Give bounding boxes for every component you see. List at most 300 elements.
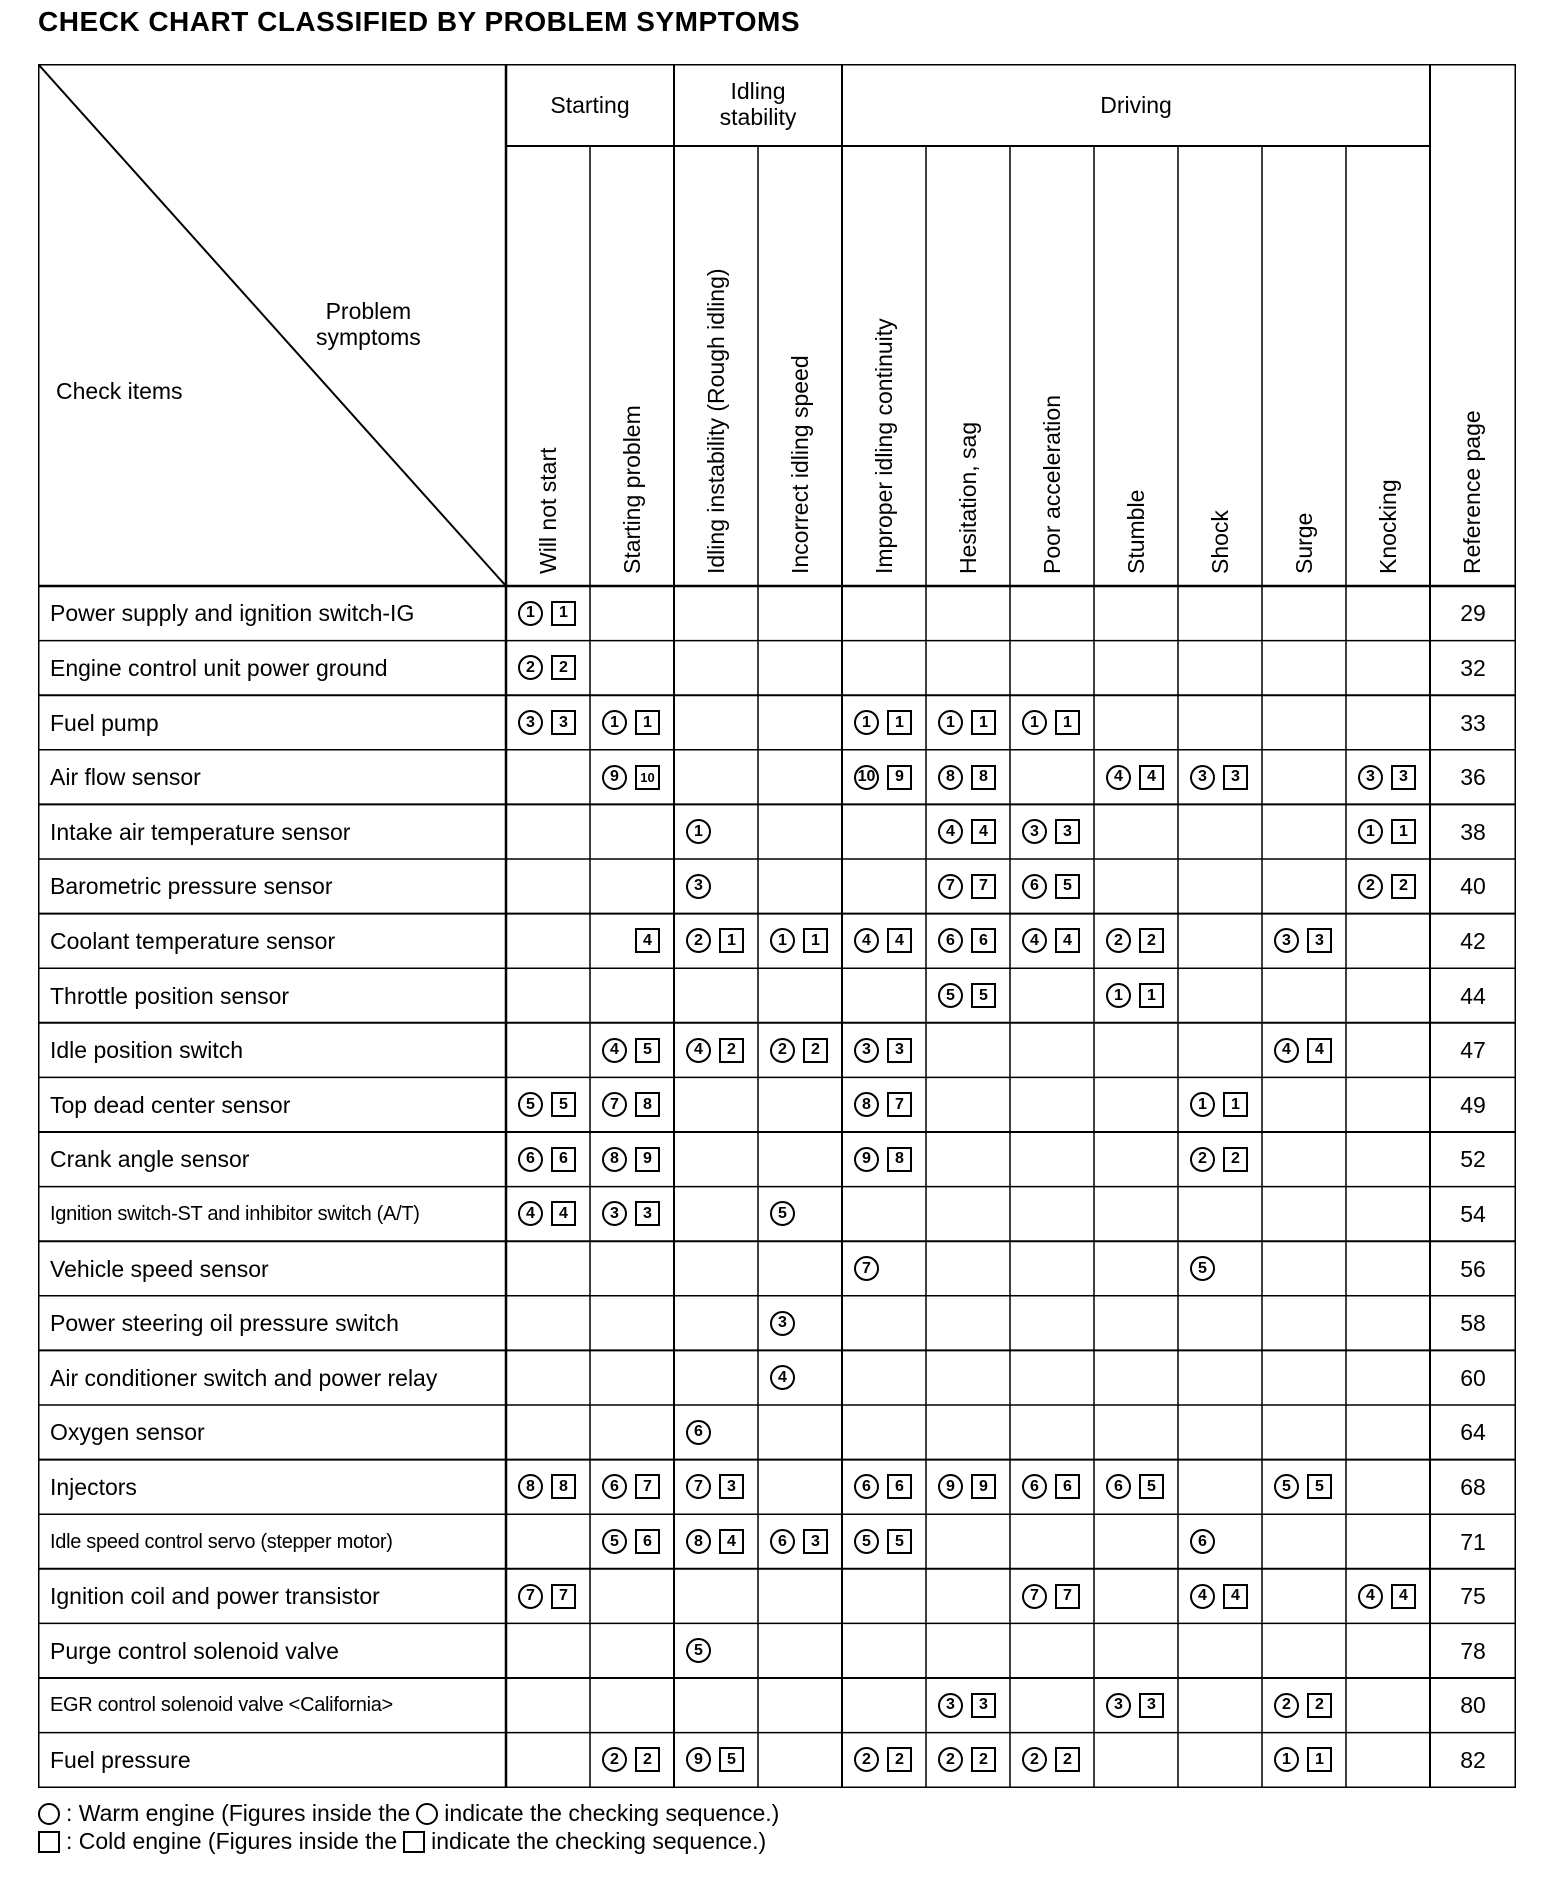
symptom-cell [1274, 1035, 1332, 1065]
warm-engine-sequence: 2 [1190, 1147, 1215, 1172]
cold-engine-sequence: 6 [1055, 1474, 1080, 1499]
warm-engine-sequence: 9 [938, 1474, 963, 1499]
symptom-cell [686, 871, 711, 901]
cold-engine-sequence: 1 [971, 710, 996, 735]
symptom-cell [1358, 817, 1416, 847]
symptom-cell [770, 1308, 795, 1338]
symptom-cell [854, 708, 912, 738]
warm-engine-sequence: 5 [686, 1638, 711, 1663]
cold-engine-sequence: 2 [971, 1747, 996, 1772]
cold-engine-sequence: 5 [887, 1529, 912, 1554]
cold-engine-sequence: 8 [887, 1147, 912, 1172]
cold-engine-sequence: 5 [551, 1092, 576, 1117]
warm-engine-sequence: 2 [686, 928, 711, 953]
cold-engine-sequence: 3 [551, 710, 576, 735]
reference-page-cell: 54 [1460, 1200, 1486, 1227]
warm-engine-sequence: 9 [686, 1747, 711, 1772]
cold-engine-sequence: 2 [887, 1747, 912, 1772]
symptom-cell [602, 1745, 660, 1775]
symptom-cell [1106, 981, 1164, 1011]
legend-warm-prefix: : Warm engine (Figures inside the [66, 1800, 411, 1826]
symptom-cell [1106, 926, 1164, 956]
symptom-cell [602, 1199, 660, 1229]
symptom-cell [938, 817, 996, 847]
check-items-label: Check items [56, 378, 183, 404]
cold-engine-sequence: 2 [635, 1747, 660, 1772]
check-item-label: Injectors [50, 1473, 137, 1500]
cold-engine-sequence: 3 [887, 1038, 912, 1063]
cold-engine-sequence: 4 [1307, 1038, 1332, 1063]
reference-page-cell: 47 [1460, 1037, 1486, 1064]
symptom-cell [1022, 926, 1080, 956]
page-title: CHECK CHART CLASSIFIED BY PROBLEM SYMPTOMS [38, 6, 801, 37]
symptom-cell [602, 1527, 660, 1557]
check-item-label: Intake air temperature sensor [50, 818, 351, 845]
warm-engine-sequence: 7 [518, 1584, 543, 1609]
column-header: Will not start [535, 447, 561, 574]
warm-engine-sequence: 6 [770, 1529, 795, 1554]
symptom-cell [1358, 1581, 1416, 1611]
cold-engine-sequence: 3 [1223, 765, 1248, 790]
warm-engine-sequence: 4 [770, 1365, 795, 1390]
reference-page-cell: 56 [1460, 1255, 1486, 1282]
warm-engine-sequence: 5 [854, 1529, 879, 1554]
warm-engine-sequence: 6 [602, 1474, 627, 1499]
column-header: Improper idling continuity [871, 318, 897, 574]
cold-engine-sequence: 4 [635, 928, 660, 953]
reference-page-cell: 36 [1460, 764, 1486, 791]
symptom-cell [686, 926, 744, 956]
symptom-cell [1106, 1472, 1164, 1502]
cold-engine-sequence: 1 [803, 928, 828, 953]
warm-engine-sequence: 1 [518, 601, 543, 626]
symptom-cell [518, 1090, 576, 1120]
warm-engine-sequence: 6 [518, 1147, 543, 1172]
cold-engine-sequence: 4 [887, 928, 912, 953]
symptom-cell [1190, 1581, 1248, 1611]
symptom-cell [602, 926, 660, 956]
warm-engine-sequence: 2 [938, 1747, 963, 1772]
reference-page-cell: 68 [1460, 1473, 1486, 1500]
warm-engine-sequence: 4 [686, 1038, 711, 1063]
warm-engine-sequence: 3 [770, 1311, 795, 1336]
check-item-label: Fuel pump [50, 709, 159, 736]
symptom-cell [1190, 762, 1248, 792]
column-header: Incorrect idling speed [787, 355, 813, 574]
symptom-cell [1190, 1090, 1248, 1120]
warm-engine-sequence: 1 [938, 710, 963, 735]
warm-engine-sequence: 7 [854, 1256, 879, 1281]
cold-engine-sequence: 1 [635, 710, 660, 735]
symptom-cell [686, 817, 711, 847]
warm-engine-sequence: 3 [518, 710, 543, 735]
symptom-cell [770, 1363, 795, 1393]
warm-engine-sequence: 7 [686, 1474, 711, 1499]
cold-engine-sequence: 2 [1223, 1147, 1248, 1172]
warm-engine-sequence: 1 [1022, 710, 1047, 735]
symptom-cell [602, 1035, 660, 1065]
reference-page-cell: 60 [1460, 1364, 1486, 1391]
cold-engine-sequence: 1 [719, 928, 744, 953]
cold-engine-sequence: 5 [1139, 1474, 1164, 1499]
symptom-cell [1274, 1745, 1332, 1775]
cold-engine-sequence: 5 [719, 1747, 744, 1772]
symptom-cell [1274, 926, 1332, 956]
check-item-label: Idle position switch [50, 1037, 244, 1064]
symptom-cell [854, 1745, 912, 1775]
warm-engine-sequence: 5 [1274, 1474, 1299, 1499]
check-item-label: Crank angle sensor [50, 1146, 250, 1173]
warm-engine-sequence: 10 [854, 765, 879, 790]
symptom-cell [686, 1745, 744, 1775]
symptom-cell [518, 708, 576, 738]
warm-engine-sequence: 5 [1190, 1256, 1215, 1281]
check-item-label: Ignition switch-ST and inhibitor switch (A/T) [50, 1202, 420, 1225]
reference-page-cell: 49 [1460, 1091, 1486, 1118]
warm-engine-sequence: 3 [1106, 1693, 1131, 1718]
symptom-cell [854, 762, 912, 792]
cold-engine-sequence: 1 [1391, 819, 1416, 844]
warm-engine-sequence: 1 [1190, 1092, 1215, 1117]
circle-symbol-icon [38, 1803, 60, 1825]
cold-engine-sequence: 4 [1139, 765, 1164, 790]
warm-engine-sequence: 9 [602, 765, 627, 790]
reference-page-cell: 58 [1460, 1310, 1486, 1337]
warm-engine-sequence: 8 [686, 1529, 711, 1554]
symptom-cell [686, 1472, 744, 1502]
symptom-cell [938, 1472, 996, 1502]
circle-symbol-icon [416, 1803, 438, 1825]
warm-engine-sequence: 4 [1274, 1038, 1299, 1063]
group-header-text: Idling [730, 78, 786, 104]
warm-engine-sequence: 8 [602, 1147, 627, 1172]
group-header-text: Driving [1100, 92, 1172, 118]
legend-warm-suffix: indicate the checking sequence.) [444, 1800, 780, 1826]
cold-engine-sequence: 3 [1307, 928, 1332, 953]
reference-page-cell: 38 [1460, 818, 1486, 845]
warm-engine-sequence: 2 [602, 1747, 627, 1772]
reference-page-cell: 33 [1460, 709, 1486, 736]
cold-engine-sequence: 1 [887, 710, 912, 735]
warm-engine-sequence: 4 [1358, 1584, 1383, 1609]
symptom-cell [1190, 1254, 1215, 1284]
symptom-cell [1022, 817, 1080, 847]
check-item-label: Idle speed control servo (stepper motor) [50, 1530, 393, 1553]
group-header [506, 92, 674, 118]
cold-engine-sequence: 2 [719, 1038, 744, 1063]
cold-engine-sequence: 3 [1139, 1693, 1164, 1718]
cold-engine-sequence: 6 [971, 928, 996, 953]
check-item-label: Vehicle speed sensor [50, 1255, 269, 1282]
check-item-label: Oxygen sensor [50, 1419, 205, 1446]
cold-engine-sequence: 3 [1055, 819, 1080, 844]
symptom-cell [686, 1035, 744, 1065]
cold-engine-sequence: 4 [1223, 1584, 1248, 1609]
cold-engine-sequence: 1 [1307, 1747, 1332, 1772]
check-item-label: Ignition coil and power transistor [50, 1583, 380, 1610]
warm-engine-sequence: 4 [938, 819, 963, 844]
symptom-cell [686, 1417, 711, 1447]
warm-engine-sequence: 3 [938, 1693, 963, 1718]
problem-symptoms-text: symptoms [316, 324, 421, 350]
check-item-label: EGR control solenoid valve <California> [50, 1694, 393, 1717]
square-symbol-icon [403, 1831, 425, 1853]
cold-engine-sequence: 3 [1391, 765, 1416, 790]
problem-symptoms-text: Problem [325, 298, 412, 324]
reference-page-cell: 42 [1460, 927, 1486, 954]
warm-engine-sequence: 1 [1274, 1747, 1299, 1772]
reference-page-header: Reference page [1459, 410, 1485, 574]
symptom-cell [770, 1527, 828, 1557]
warm-engine-sequence: 5 [770, 1201, 795, 1226]
symptom-cell [854, 1254, 879, 1284]
legend-cold-suffix: indicate the checking sequence.) [431, 1828, 767, 1854]
symptom-cell [518, 598, 576, 628]
warm-engine-sequence: 1 [686, 819, 711, 844]
cold-engine-sequence: 4 [1055, 928, 1080, 953]
warm-engine-sequence: 3 [1274, 928, 1299, 953]
cold-engine-sequence: 10 [635, 765, 660, 790]
reference-page-cell: 40 [1460, 873, 1486, 900]
symptom-cell [602, 1090, 660, 1120]
warm-engine-sequence: 2 [518, 655, 543, 680]
cold-engine-sequence: 4 [719, 1529, 744, 1554]
reference-page-cell: 52 [1460, 1146, 1486, 1173]
warm-engine-sequence: 3 [1358, 765, 1383, 790]
warm-engine-sequence: 4 [1190, 1584, 1215, 1609]
symptom-cell [686, 1636, 711, 1666]
column-header: Surge [1291, 512, 1317, 574]
cold-engine-sequence: 7 [1055, 1584, 1080, 1609]
warm-engine-sequence: 4 [602, 1038, 627, 1063]
column-header: Knocking [1375, 479, 1401, 574]
symptom-cell [1022, 1581, 1080, 1611]
warm-engine-sequence: 4 [1022, 928, 1047, 953]
symptom-cell [854, 1472, 912, 1502]
warm-engine-sequence: 1 [1358, 819, 1383, 844]
cold-engine-sequence: 9 [635, 1147, 660, 1172]
warm-engine-sequence: 3 [686, 874, 711, 899]
check-item-label: Air flow sensor [50, 764, 201, 791]
warm-engine-sequence: 2 [1106, 928, 1131, 953]
check-chart-table [38, 64, 1516, 1788]
reference-page-cell: 82 [1460, 1746, 1486, 1773]
group-header-text: Starting [550, 92, 630, 118]
cold-engine-sequence: 5 [1307, 1474, 1332, 1499]
cold-engine-sequence: 6 [551, 1147, 576, 1172]
group-header [842, 92, 1430, 118]
warm-engine-sequence: 5 [938, 983, 963, 1008]
symptom-cell [1190, 1527, 1215, 1557]
symptom-cell [770, 926, 828, 956]
column-header: Shock [1207, 510, 1233, 574]
check-item-label: Engine control unit power ground [50, 654, 388, 681]
check-item-label: Air conditioner switch and power relay [50, 1364, 438, 1391]
check-item-label: Purge control solenoid valve [50, 1637, 339, 1664]
symptom-cell [938, 1745, 996, 1775]
reference-page-cell: 71 [1460, 1528, 1486, 1555]
warm-engine-sequence: 1 [1106, 983, 1131, 1008]
warm-engine-sequence: 1 [602, 710, 627, 735]
reference-page-cell: 29 [1460, 600, 1486, 627]
symptom-cell [1190, 1144, 1248, 1174]
reference-page-cell: 80 [1460, 1692, 1486, 1719]
cold-engine-sequence: 9 [887, 765, 912, 790]
symptom-cell [938, 871, 996, 901]
cold-engine-sequence: 4 [971, 819, 996, 844]
check-item-label: Power steering oil pressure switch [50, 1310, 399, 1337]
cold-engine-sequence: 7 [635, 1474, 660, 1499]
cold-engine-sequence: 8 [971, 765, 996, 790]
cold-engine-sequence: 5 [971, 983, 996, 1008]
reference-page-cell: 44 [1460, 982, 1486, 1009]
cold-engine-sequence: 4 [1391, 1584, 1416, 1609]
cold-engine-sequence: 1 [1139, 983, 1164, 1008]
check-item-label: Throttle position sensor [50, 982, 290, 1009]
symptom-cell [938, 708, 996, 738]
symptom-cell [854, 1090, 912, 1120]
warm-engine-sequence: 6 [1022, 1474, 1047, 1499]
symptom-cell [1022, 1745, 1080, 1775]
warm-engine-sequence: 6 [1022, 874, 1047, 899]
symptom-cell [938, 1690, 996, 1720]
warm-engine-sequence: 9 [854, 1147, 879, 1172]
warm-engine-sequence: 8 [518, 1474, 543, 1499]
problem-symptoms-label [316, 298, 421, 350]
warm-engine-sequence: 7 [602, 1092, 627, 1117]
check-item-label: Fuel pressure [50, 1746, 191, 1773]
warm-engine-sequence: 8 [854, 1092, 879, 1117]
cold-engine-sequence: 2 [803, 1038, 828, 1063]
cold-engine-sequence: 7 [887, 1092, 912, 1117]
warm-engine-sequence: 5 [602, 1529, 627, 1554]
symptom-cell [602, 1472, 660, 1502]
cold-engine-sequence: 3 [719, 1474, 744, 1499]
cold-engine-sequence: 4 [551, 1201, 576, 1226]
group-header [674, 78, 842, 130]
cold-engine-sequence: 7 [971, 874, 996, 899]
legend-warm [38, 1800, 779, 1827]
symptom-cell [770, 1199, 795, 1229]
warm-engine-sequence: 4 [1106, 765, 1131, 790]
symptom-cell [1106, 762, 1164, 792]
cold-engine-sequence: 6 [887, 1474, 912, 1499]
check-item-label: Coolant temperature sensor [50, 927, 336, 954]
warm-engine-sequence: 6 [938, 928, 963, 953]
cold-engine-sequence: 7 [551, 1584, 576, 1609]
symptom-cell [1022, 871, 1080, 901]
column-header: Poor acceleration [1039, 395, 1065, 574]
cold-engine-sequence: 3 [971, 1693, 996, 1718]
reference-page-cell: 75 [1460, 1583, 1486, 1610]
warm-engine-sequence: 3 [602, 1201, 627, 1226]
symptom-cell [602, 708, 660, 738]
warm-engine-sequence: 2 [1022, 1747, 1047, 1772]
warm-engine-sequence: 6 [1106, 1474, 1131, 1499]
column-header: Stumble [1123, 489, 1149, 574]
cold-engine-sequence: 2 [1391, 874, 1416, 899]
symptom-cell [938, 762, 996, 792]
reference-page-cell: 64 [1460, 1419, 1486, 1446]
cold-engine-sequence: 3 [803, 1529, 828, 1554]
square-symbol-icon [38, 1831, 60, 1853]
warm-engine-sequence: 3 [854, 1038, 879, 1063]
symptom-cell [1022, 708, 1080, 738]
warm-engine-sequence: 4 [518, 1201, 543, 1226]
check-item-label: Power supply and ignition switch-IG [50, 600, 415, 627]
symptom-cell [854, 1035, 912, 1065]
warm-engine-sequence: 4 [854, 928, 879, 953]
grid-line [38, 64, 506, 586]
check-item-label: Barometric pressure sensor [50, 873, 333, 900]
symptom-cell [1358, 762, 1416, 792]
warm-engine-sequence: 2 [1274, 1693, 1299, 1718]
warm-engine-sequence: 7 [1022, 1584, 1047, 1609]
reference-page-cell: 32 [1460, 654, 1486, 681]
cold-engine-sequence: 2 [1139, 928, 1164, 953]
symptom-cell [1274, 1472, 1332, 1502]
symptom-cell [518, 653, 576, 683]
symptom-cell [938, 981, 996, 1011]
warm-engine-sequence: 2 [854, 1747, 879, 1772]
cold-engine-sequence: 2 [551, 655, 576, 680]
cold-engine-sequence: 2 [1307, 1693, 1332, 1718]
symptom-cell [1358, 871, 1416, 901]
cold-engine-sequence: 1 [1223, 1092, 1248, 1117]
cold-engine-sequence: 3 [635, 1201, 660, 1226]
warm-engine-sequence: 1 [854, 710, 879, 735]
symptom-cell [602, 1144, 660, 1174]
symptom-cell [686, 1527, 744, 1557]
group-header-text: stability [719, 104, 797, 130]
warm-engine-sequence: 5 [518, 1092, 543, 1117]
symptom-cell [938, 926, 996, 956]
symptom-cell [854, 926, 912, 956]
legend-cold [38, 1828, 766, 1855]
check-item-label: Top dead center sensor [50, 1091, 291, 1118]
warm-engine-sequence: 3 [1022, 819, 1047, 844]
symptom-cell [854, 1527, 912, 1557]
symptom-cell [518, 1199, 576, 1229]
column-header: Hesitation, sag [955, 421, 981, 574]
symptom-cell [518, 1144, 576, 1174]
warm-engine-sequence: 3 [1190, 765, 1215, 790]
cold-engine-sequence: 2 [1055, 1747, 1080, 1772]
warm-engine-sequence: 2 [770, 1038, 795, 1063]
warm-engine-sequence: 6 [686, 1420, 711, 1445]
legend-cold-prefix: : Cold engine (Figures inside the [66, 1828, 398, 1854]
cold-engine-sequence: 1 [1055, 710, 1080, 735]
warm-engine-sequence: 1 [770, 928, 795, 953]
symptom-cell [1022, 1472, 1080, 1502]
symptom-cell [518, 1472, 576, 1502]
cold-engine-sequence: 8 [635, 1092, 660, 1117]
empty-slot [602, 928, 627, 953]
symptom-cell [1274, 1690, 1332, 1720]
column-header: Starting problem [619, 405, 645, 574]
cold-engine-sequence: 6 [635, 1529, 660, 1554]
cold-engine-sequence: 5 [635, 1038, 660, 1063]
symptom-cell [854, 1144, 912, 1174]
cold-engine-sequence: 1 [551, 601, 576, 626]
cold-engine-sequence: 8 [551, 1474, 576, 1499]
cold-engine-sequence: 9 [971, 1474, 996, 1499]
warm-engine-sequence: 2 [1358, 874, 1383, 899]
warm-engine-sequence: 6 [854, 1474, 879, 1499]
symptom-cell [518, 1581, 576, 1611]
column-header: Idling instability (Rough idling) [703, 268, 729, 574]
symptom-cell [1106, 1690, 1164, 1720]
